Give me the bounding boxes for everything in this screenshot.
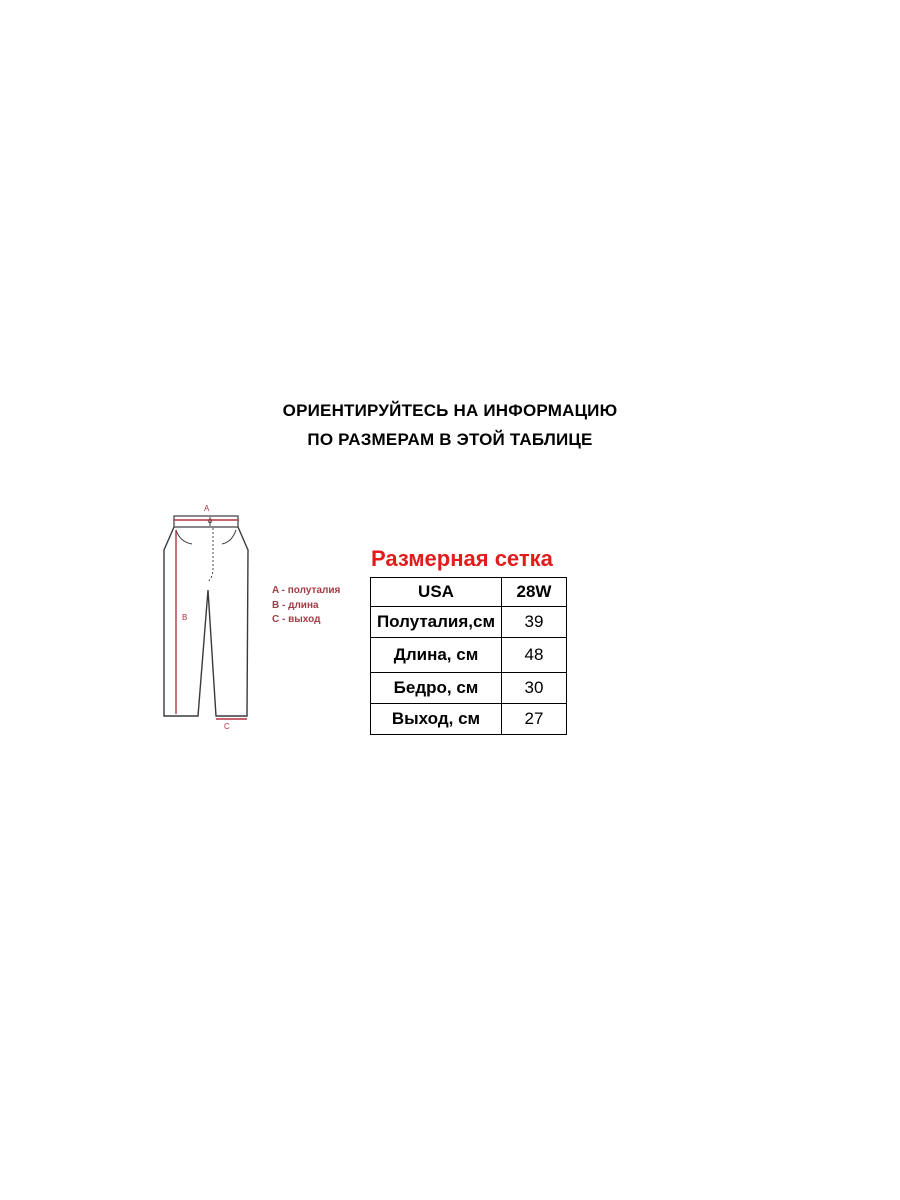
label-a: A [204,504,210,513]
table-row [371,673,567,704]
table-row [371,704,567,735]
row-value: 30 [502,673,567,704]
row-label: Полуталия,см [371,607,502,638]
table-header-row [371,578,567,607]
size-chart-title: Размерная сетка [371,546,553,571]
header-region-cell: USA [371,578,502,607]
row-value: 48 [502,638,567,673]
legend-item-a: A - полуталия [272,585,341,596]
waistband [174,516,238,527]
row-value: 39 [502,607,567,638]
row-label: Выход, см [371,704,502,735]
table-row [371,638,567,673]
fly-stitch [207,528,213,582]
header-size-cell: 28W [502,578,567,607]
table-row [371,607,567,638]
right-pocket [222,530,236,544]
label-c: C [224,722,230,730]
row-label: Длина, см [371,638,502,673]
pants-diagram [150,500,270,730]
heading-line-1: ОРИЕНТИРУЙТЕСЬ НА ИНФОРМАЦИЮ [282,401,618,420]
legend-item-c: C - выход [272,614,321,625]
legend-item-b: B - длина [272,599,319,611]
size-table [370,577,567,735]
pants-drawing [150,500,270,730]
label-b: B [182,613,188,622]
row-value: 27 [502,704,567,735]
heading-line-2: ПО РАЗМЕРАМ В ЭТОЙ ТАБЛИЦЕ [307,430,593,449]
left-pocket [176,530,192,544]
row-label: Бедро, см [371,673,502,704]
diagram-legend [272,584,340,628]
